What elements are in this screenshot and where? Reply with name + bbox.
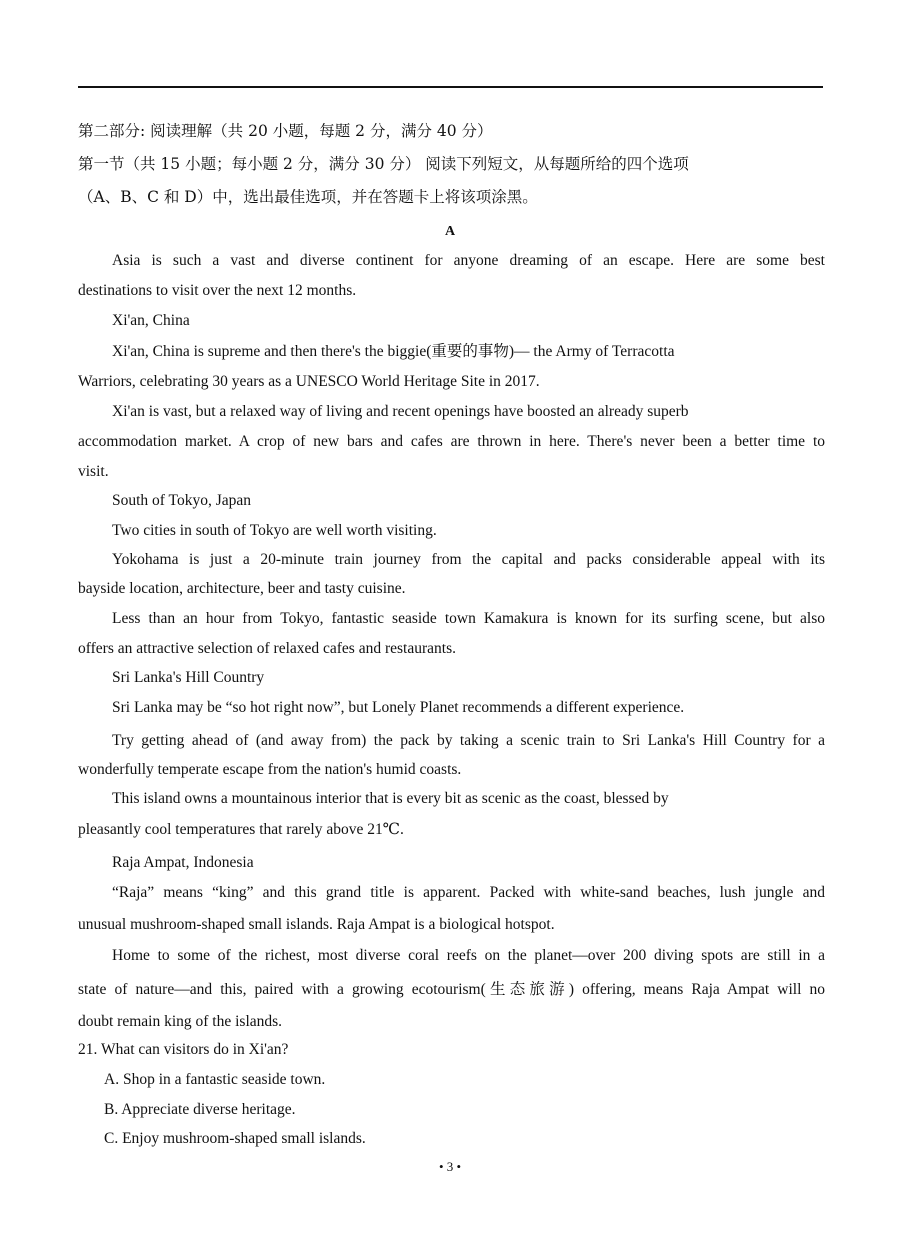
paragraph-line: visit.: [78, 463, 109, 480]
paragraph-line: bayside location, architecture, beer and tasty cuisine.: [78, 580, 406, 597]
paragraph-line: state of nature—and this, paired with a growing ecotourism(生态旅游) offering, means Raja Ampat will no: [78, 981, 825, 998]
destination-heading: Sri Lanka's Hill Country: [112, 669, 265, 686]
paragraph-line: doubt remain king of the islands.: [78, 1013, 283, 1030]
paragraph-line: Home to some of the richest, most diverse coral reefs on the planet—over 200 diving spots are still in a: [112, 947, 825, 964]
answer-option-b: B. Appreciate diverse heritage.: [104, 1101, 296, 1118]
paragraph-line: “Raja” means “king” and this grand title is apparent. Packed with white-sand beaches, lush jungle and: [112, 884, 825, 901]
destination-heading: Raja Ampat, Indonesia: [112, 854, 254, 871]
section-instruction-line2: （A、B、C 和 D）中，选出最佳选项，并在答题卡上将该项涂黑。: [78, 188, 538, 206]
section-instruction-line1: 第一节（共 15 小题；每小题 2 分，满分 30 分） 阅读下列短文，从每题所给的四个选项: [78, 155, 689, 173]
paragraph-line: destinations to visit over the next 12 months.: [78, 282, 357, 299]
part-heading: 第二部分: 阅读理解（共 20 小题，每题 2 分，满分 40 分）: [78, 122, 493, 140]
passage-label: A: [444, 224, 456, 239]
paragraph-line: accommodation market. A crop of new bars and cafes are thrown in here. There's never been a better time to: [78, 433, 825, 450]
paragraph-line: wonderfully temperate escape from the nation's humid coasts.: [78, 761, 462, 778]
paragraph-line: offers an attractive selection of relaxed cafes and restaurants.: [78, 640, 456, 657]
paragraph-line: unusual mushroom-shaped small islands. Raja Ampat is a biological hotspot.: [78, 916, 555, 933]
paragraph-line: This island owns a mountainous interior that is every bit as scenic as the coast, blessed by: [112, 790, 669, 807]
paragraph-line: Xi'an is vast, but a relaxed way of living and recent openings have boosted an already superb: [112, 403, 689, 420]
paragraph-line: Yokohama is just a 20-minute train journey from the capital and packs considerable appeal with its: [112, 551, 825, 568]
paragraph-line: Two cities in south of Tokyo are well worth visiting.: [112, 522, 437, 539]
answer-option-c: C. Enjoy mushroom-shaped small islands.: [104, 1130, 366, 1147]
page-number: • 3 •: [438, 1159, 462, 1174]
paragraph-line: pleasantly cool temperatures that rarely above 21℃.: [78, 821, 404, 838]
paragraph-line: Asia is such a vast and diverse continent for anyone dreaming of an escape. Here are some best: [112, 252, 825, 269]
paragraph-line: Try getting ahead of (and away from) the pack by taking a scenic train to Sri Lanka's Hill Country for a: [112, 732, 825, 749]
top-rule: [78, 86, 823, 88]
paragraph-line: Xi'an, China is supreme and then there's the biggie(重要的事物)— the Army of Terracotta: [112, 343, 675, 360]
paragraph-line: Warriors, celebrating 30 years as a UNESCO World Heritage Site in 2017.: [78, 373, 540, 390]
destination-heading: South of Tokyo, Japan: [112, 492, 251, 509]
paragraph-line: Sri Lanka may be “so hot right now”, but Lonely Planet recommends a different experience.: [112, 699, 685, 716]
paragraph-line: Less than an hour from Tokyo, fantastic seaside town Kamakura is known for its surfing scene, but also: [112, 610, 825, 627]
destination-heading: Xi'an, China: [112, 312, 190, 329]
answer-option-a: A. Shop in a fantastic seaside town.: [104, 1071, 326, 1088]
question-stem: 21. What can visitors do in Xi'an?: [78, 1041, 289, 1058]
